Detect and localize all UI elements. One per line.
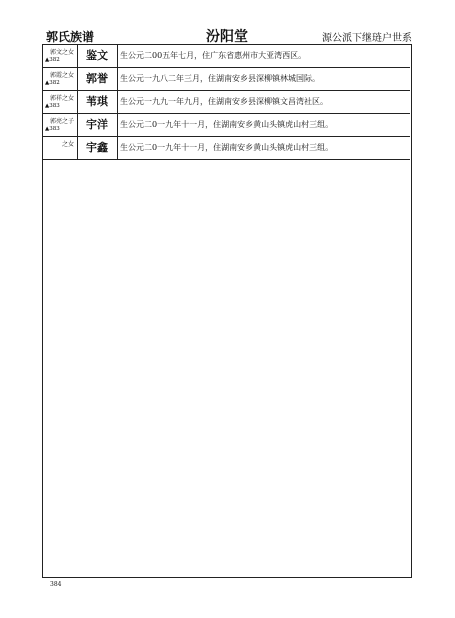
page-header xyxy=(46,28,412,44)
table-row xyxy=(43,68,410,91)
hall-name: 汾阳堂 xyxy=(206,29,248,45)
member-name: 宇鑫 xyxy=(77,137,118,159)
relation-cell xyxy=(43,137,78,159)
member-description: 生公元二0一九年十一月，住湖南安乡黄山头镇虎山村三组。 xyxy=(120,143,334,152)
generation-code: ▲383 xyxy=(45,126,60,132)
relation-cell xyxy=(43,114,78,136)
member-name: 苇琪 xyxy=(77,91,118,113)
book-title: 郭氏族谱 xyxy=(46,30,95,44)
relation-label: 郭文之女 xyxy=(49,49,74,56)
generation-code: ▲382 xyxy=(45,80,60,86)
table-row xyxy=(43,45,410,68)
relation-label: 郭祥之女 xyxy=(49,95,74,102)
relation-label: 郭亮之子 xyxy=(49,118,74,125)
page-number: 384 xyxy=(50,581,62,588)
relation-label: 郭霞之女 xyxy=(49,72,74,79)
lineage-title: 源公派下继琏户世系 xyxy=(322,33,412,44)
member-name: 郭誉 xyxy=(77,68,118,90)
member-name: 宇洋 xyxy=(77,114,118,136)
table-row xyxy=(43,114,410,137)
member-description: 生公元一九八二年三月，住湖南安乡县深柳镇林城国际。 xyxy=(120,74,320,83)
generation-code: ▲382 xyxy=(45,57,60,63)
genealogy-table xyxy=(42,44,412,578)
member-description: 生公元二0一九年十一月，住湖南安乡黄山头镇虎山村三组。 xyxy=(120,120,334,129)
member-name: 鉴文 xyxy=(77,45,118,67)
table-row xyxy=(43,137,410,160)
generation-code: ▲383 xyxy=(45,103,60,109)
relation-label: 之女 xyxy=(61,141,74,148)
relation-cell xyxy=(43,91,78,113)
table-row xyxy=(43,91,410,114)
relation-cell xyxy=(43,68,78,90)
member-description: 生公元二00五年七月，住广东省惠州市大亚湾西区。 xyxy=(120,51,307,60)
member-description: 生公元一九九一年九月，住湖南安乡县深柳镇文昌湾社区。 xyxy=(120,97,328,106)
relation-cell xyxy=(43,45,78,67)
